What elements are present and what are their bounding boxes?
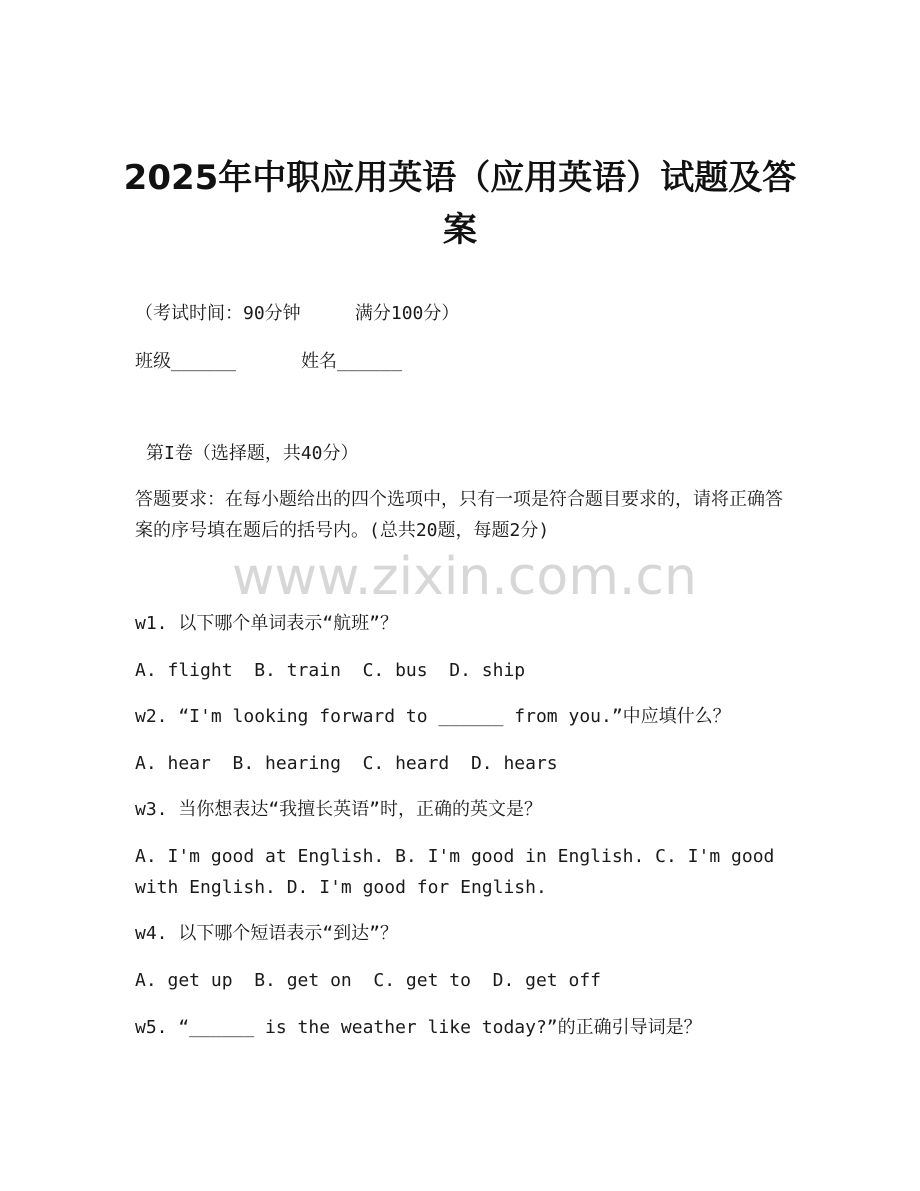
question-stem: w4. 以下哪个短语表示“到达”？ <box>135 923 399 944</box>
class-name-line: 班级______ 姓名______ <box>135 351 403 372</box>
watermark: www.zixin.com.cn <box>232 547 697 607</box>
question-options: A. get up B. get on C. get to D. get off <box>135 970 601 991</box>
section-title: 第I卷（选择题，共40分） <box>146 443 359 464</box>
instructions: 答题要求：在每小题给出的四个选项中，只有一项是符合题目要求的，请将正确答案的序号填在题后的括号内。(总共20题，每题2分) <box>135 489 783 541</box>
question-stem: w3. 当你想表达“我擅长英语”时，正确的英文是？ <box>135 799 543 820</box>
question-options: A. I'm good at English. B. I'm good in English. C. I'm good with English. D. I'm good for English. <box>135 846 775 898</box>
exam-info: （考试时间：90分钟 满分100分） <box>135 303 460 324</box>
document-title: 2025年中职应用英语（应用英语）试题及答案 <box>123 158 797 250</box>
question-stem: w1. 以下哪个单词表示“航班”？ <box>135 613 399 634</box>
question-stem: w2. “I'm looking forward to ______ from you.”中应填什么？ <box>135 706 731 727</box>
question-stem: w5. “______ is the weather like today?”的正确引导词是？ <box>135 1017 702 1038</box>
question-options: A. hear B. hearing C. heard D. hears <box>135 753 558 774</box>
question-options: A. flight B. train C. bus D. ship <box>135 660 526 681</box>
